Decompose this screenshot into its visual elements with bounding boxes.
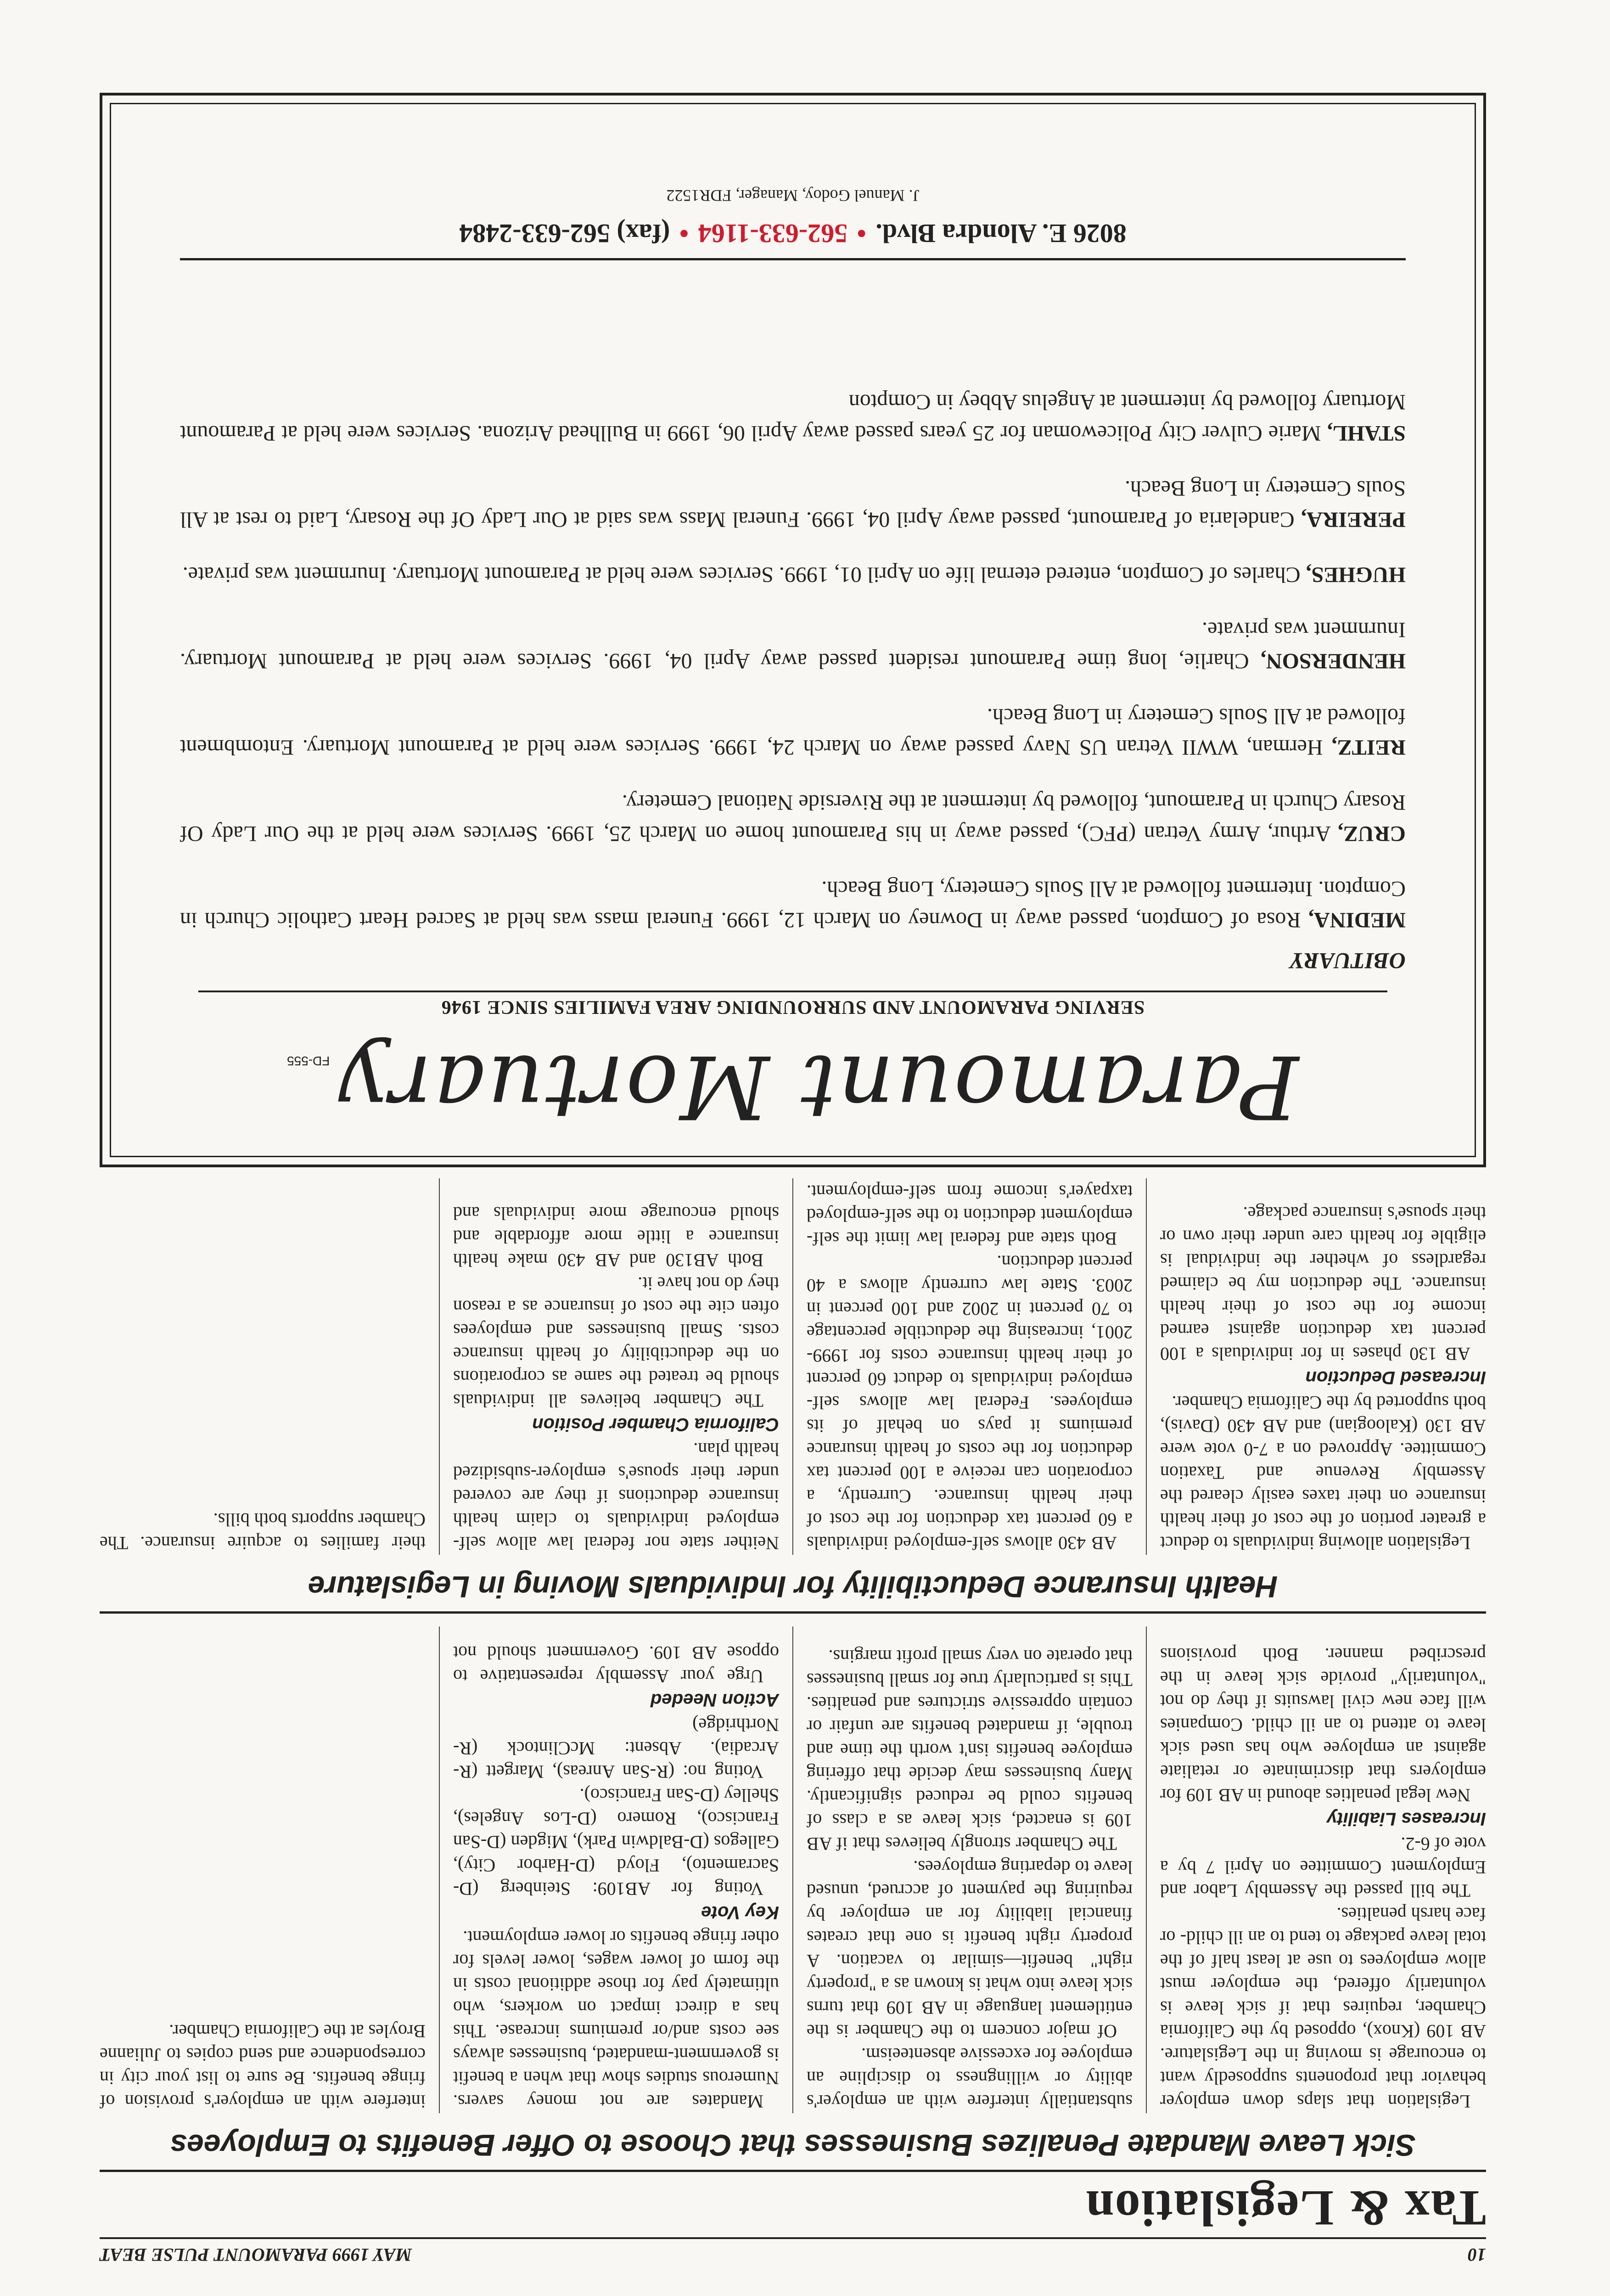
subheading: Increases Liability bbox=[1327, 1809, 1486, 1829]
article1-body bbox=[100, 1626, 1486, 2113]
ad-fax: (fax) 562-633-2484 bbox=[459, 219, 670, 248]
article2-body bbox=[100, 1178, 1486, 1555]
ad-license: FD-555 bbox=[286, 1054, 330, 1068]
paragraph: Mandates are not money savers. Numerous studies show that when a benefit is government-mandated, businesses always see costs and/or premiums increase. This has a direct impact on workers, who ultimately pay for those additional costs in the form of lower wages, lower levels for other fringe benefits or lower employment. bbox=[453, 1927, 779, 2112]
obituary-name: MEDINA, bbox=[1308, 908, 1406, 932]
subheading: Increased Deduction bbox=[1305, 1367, 1486, 1388]
paragraph: Both state and federal law limit the self-employment deduction to the self-employed taxpayer's income from self-employment. Neither state nor federal law allow self-employed individuals to claim health insurance deductions if they are covered under their spouse's employer-subsidized health plan. bbox=[453, 1182, 1133, 1553]
article-divider bbox=[100, 1611, 1486, 1614]
obituary-heading: OBITUARY bbox=[1290, 948, 1406, 974]
ad-business-name: Paramount Mortuary bbox=[337, 1036, 1299, 1137]
obituary-name: REITZ, bbox=[1331, 735, 1406, 760]
obituary-entry bbox=[180, 386, 1406, 449]
paragraph: Both AB130 and AB 430 make health insurance a little more affordable and should encourage more individuals and their families to acquire insurance. The Chamber supports both bills. bbox=[100, 1203, 779, 1553]
obituary-entry bbox=[180, 559, 1406, 590]
obituary-name: CRUZ, bbox=[1337, 822, 1406, 846]
ad-address: 8026 E. Alondra Blvd. bbox=[875, 219, 1127, 248]
obituary-text: Charlie, long time Paramount resident passed away April 04, 1999. Services were held at Paramount Mortuary. Inurnment was private. bbox=[180, 618, 1406, 673]
article1-headline: Sick Leave Mandate Penalizes Businesses that Choose to Offer Benefits to Employees bbox=[170, 2128, 1416, 2162]
bullet-icon: • bbox=[679, 219, 689, 248]
bullet-icon: • bbox=[857, 219, 866, 248]
obituary-text: Candelaria of Paramount, passed away April 04, 1999. Funeral Mass was said at Our Lady Of the Rosary, Laid to rest at All Souls Cemetery in Long Beach. bbox=[180, 476, 1406, 532]
paragraph: Voting no: (R-San Anreas), Margett (R-Arcadia). Absent: McClintock (R-Northridge) bbox=[453, 1715, 779, 1782]
obituary-name: STAHL, bbox=[1327, 421, 1406, 445]
section-title: Tax & Legislation bbox=[1085, 2180, 1486, 2236]
paragraph: AB 430 allows self-employed individuals a 60 percent tax deduction for the cost of their health insurance. Currently, a corporation can receive a 100 percent tax deduction for the costs of health insurance premiums it pays on behalf of its employees. Federal law allows self-employed individuals to deduct 60 percent of their health insurance costs for 1999-2001, increasing the deductible percentage to 70 percent in 2002 and 100 percent in 2003. State law currently allows a 40 percent deduction. bbox=[807, 1252, 1133, 1553]
publication-line: MAY 1999 PARAMOUNT PULSE BEAT bbox=[100, 2245, 412, 2265]
obituary-name: PEREIRA, bbox=[1301, 507, 1406, 532]
obituary-name: HENDERSON, bbox=[1260, 649, 1406, 673]
obituary-text: Arthur, Army Vetran (PFC), passed away in his Paramount home on March 25, 1999. Services were held at the Our Lady Of Rosary Church in Paramount, followed by interment at the Riverside National Cemetery. bbox=[180, 790, 1406, 846]
obituary-entry bbox=[180, 787, 1406, 849]
paragraph: New legal penalties abound in AB 109 for employers that discriminate or retaliate against an employee who has used sick leave to attend to an ill child. Companies will face new civil lawsuits if they do not "voluntarily" provide sick leave in the prescribed manner. Both provisions substantially interfere with an employer's ability or willingness to discipline an employee for excessive absenteeism. bbox=[807, 1644, 1486, 2112]
ad-inner-border bbox=[110, 103, 1476, 1157]
ad-rule bbox=[180, 258, 1406, 260]
ad-contact-line bbox=[111, 218, 1475, 249]
paragraph: The Chamber strongly believes that if AB 109 is enacted, sick leave as a class of benefits could be reduced significantly. Many businesses may decide that offering employee benefits isn't worth the time and trouble, if mandated benefits are unfair or contain oppressive strictures and penalties. This is particularly true for small businesses that operate on very small profit margins. bbox=[807, 1646, 1133, 1854]
obituary-entry bbox=[180, 700, 1406, 763]
header-rule bbox=[100, 2237, 1486, 2239]
obituary-name: HUGHES, bbox=[1306, 563, 1406, 587]
paragraph: The Chamber believes all individuals should be treated the same as corporations on the deductibility of health insurance costs. Small businesses and employees often cite the cost of insurance as a reason they do not have it. bbox=[453, 1273, 779, 1411]
subheading: California Chamber Position bbox=[532, 1414, 779, 1435]
obituary-list bbox=[180, 362, 1406, 935]
obituary-text: Herman, WWII Vetran US Navy passed away on March 24, 1999. Services were held at Paramount Mortuary. Entombment followed at All Souls Cemetery in Long Beach. bbox=[180, 704, 1406, 760]
subheading: Action Needed bbox=[650, 1690, 779, 1710]
subheading: Key Vote bbox=[701, 1902, 779, 1923]
section-rule bbox=[100, 2170, 1486, 2172]
obituary-text: Charles of Compton, entered eternal life on April 01, 1999. Services were held at Paramount Mortuary. Inurnment was private. bbox=[182, 563, 1301, 587]
paragraph: Legislation that slaps down employer behavior that proponents supposedly want to encourage is moving in the Legislature. AB 109 (Knox), opposed by the California Chamber, requires that if sick leave is voluntarily offered, the employer must allow employees to use at least half of the total leave package to tend to an ill child- or face harsh penalties. bbox=[1160, 1904, 1486, 2112]
obituary-entry bbox=[180, 614, 1406, 676]
obituary-text: Rosa of Compton, passed away in Downey on March 12, 1999. Funeral mass was held at Sacred Heart Catholic Church in Compton. Interment followed at All Souls Cemetery, Long Beach. bbox=[180, 877, 1406, 932]
paragraph: Of major concern to the Chamber is the entitlement language in AB 109 that turns sick leave into what is known as a "property right" benefit—similar to vacation. A property right benefit is one that creates financial liability for an employer by requiring the payment of accrued, unused leave to departing employees. bbox=[807, 1857, 1133, 2042]
ad-tagline: SERVING PARAMOUNT AND SURROUNDING AREA FAMILIES SINCE 1946 bbox=[198, 990, 1387, 1018]
paragraph: Urge your Assembly representative to oppose AB 109. Government should not interfere with an employer's provision of fringe benefits. Be sure to list your city in correspondence and send copies to Julianne Broyles at the California Chamber. bbox=[100, 1643, 779, 2112]
paragraph: Voting for AB109: Steinberg (D-Sacramento), Floyd (D-Harbor City), Gallegos (D-Baldwin Park), Migden (D-San Francisco), Romero (D-Los Angeles), Shelley (D-San Francisco). bbox=[453, 1785, 779, 1899]
ad-phone: 562-633-1164 bbox=[698, 219, 848, 248]
page-number: 10 bbox=[1468, 2245, 1486, 2265]
obituary-entry bbox=[180, 473, 1406, 535]
obituary-text: Marie Culver City Policewoman for 25 years passed away April 06, 1999 in Bullhead Arizona. Services were held at Paramount Mortuary followed by interment at Angelus Abbey in Compton bbox=[180, 390, 1406, 445]
paragraph: Legislation allowing individuals to deduct a greater portion of the cost of their health insurance on their taxes easily cleared the Assembly Revenue and Taxation Committee. Approved on a 7-0 vote were AB 130 (Kaloogian) and AB 430 (Davis), both supported by the California Chamber. bbox=[1160, 1392, 1486, 1553]
ad-manager: J. Manuel Godoy, Manager, FDR1522 bbox=[666, 186, 920, 205]
paragraph: AB 130 phases in for individuals a 100 percent tax deduction against earned income for the cost of their health insurance. The deduction my be claimed regardless of whether the individual is eligible for health care under their own or their spouse's insurance package. bbox=[1160, 1203, 1486, 1364]
ad-title bbox=[111, 1032, 1475, 1137]
obituary-entry bbox=[180, 873, 1406, 935]
paragraph: The bill passed the Assembly Labor and Employment Committee on April 7 by a vote of 6-2. bbox=[1160, 1834, 1486, 1901]
running-header bbox=[100, 2238, 1486, 2266]
mortuary-ad bbox=[100, 93, 1486, 1167]
article2-headline: Health Insurance Deductibility for Individuals Moving in Legislature bbox=[308, 1570, 1278, 1604]
